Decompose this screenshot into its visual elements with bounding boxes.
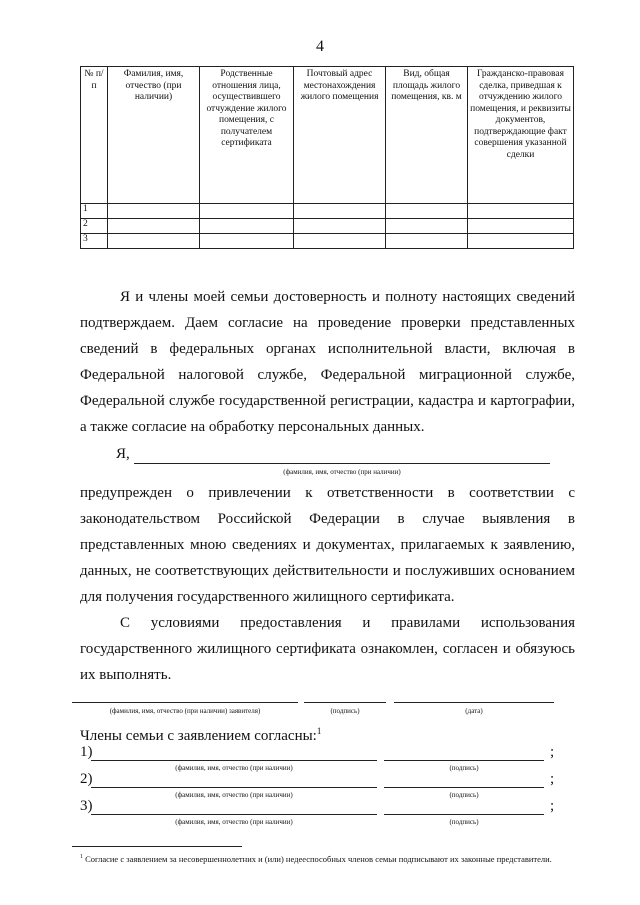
footnote-text: Согласие с заявлением за несовершеннолетних и (или) недееспособных членов семьи подписывают их законные представители. xyxy=(85,853,552,864)
family-member-1-number: 1) xyxy=(80,744,93,760)
table-cell xyxy=(386,219,468,234)
family-member-3-number: 3) xyxy=(80,798,93,814)
footnote-separator xyxy=(72,846,242,847)
family-member-1-fio-line[interactable] xyxy=(91,760,377,761)
col-header-address: Почтовый адрес местонахождения жилого помещения xyxy=(294,67,386,204)
table-row xyxy=(81,219,574,234)
table-cell xyxy=(386,234,468,249)
page-number: 4 xyxy=(316,38,324,55)
table-cell xyxy=(200,204,294,219)
applicant-date-caption: (дата) xyxy=(465,707,483,715)
table-cell xyxy=(386,204,468,219)
table-cell: 3 xyxy=(81,234,108,249)
applicant-signature-caption: (подпись) xyxy=(330,707,360,715)
applicant-fio-line[interactable] xyxy=(134,463,550,464)
applicant-fio-caption: (фамилия, имя, отчество (при наличии) xyxy=(283,468,401,476)
warned-text: предупрежден о привлечении к ответственности в соответствии с законодательством Российской Федерации в случае выявления в представленных мною сведениях и документах, прилагаемых к заявлению, данных, не соответствующих действительности и послуживших основанием для получения государственного жилищного сертификата. xyxy=(80,485,575,605)
table-cell xyxy=(200,234,294,249)
col-header-area: Вид, общая площадь жилого помещения, кв. м xyxy=(386,67,468,204)
col-header-relation: Родственные отношения лица, осуществившего отчуждение жилого помещения, с получателем сертификата xyxy=(200,67,294,204)
family-member-2-number: 2) xyxy=(80,771,93,787)
table-cell xyxy=(108,234,200,249)
table-cell xyxy=(468,204,574,219)
confirmation-paragraph xyxy=(80,284,575,440)
applicant-date-line[interactable] xyxy=(394,702,554,703)
footnote-number: 1 xyxy=(80,854,83,860)
family-member-1-end: ; xyxy=(550,744,555,760)
agreement-text: С условиями предоставления и правилами использования государственного жилищного сертификата ознакомлен, согласен и обязуюсь их выполнять. xyxy=(80,615,575,683)
family-member-1-fio-caption: (фамилия, имя, отчество (при наличии) xyxy=(175,764,293,772)
table-row xyxy=(81,234,574,249)
alienation-table xyxy=(80,66,574,249)
family-heading xyxy=(80,726,321,745)
col-header-number: № п/п xyxy=(81,67,108,204)
applicant-signature-line[interactable] xyxy=(304,702,386,703)
col-header-fio: Фамилия, имя, отчество (при наличии) xyxy=(108,67,200,204)
footnote-ref: 1 xyxy=(316,726,322,736)
table-cell xyxy=(200,219,294,234)
confirmation-text: Я и члены моей семьи достоверность и полноту настоящих сведений подтверждаем. Даем согласие на проведение проверки представленных сведений в федеральных органах исполнительной власти, включая в Федеральной налоговой службе, Федеральной миграционной службе, Федеральной службе государственной регистрации, кадастра и картографии, а также согласие на обработку персональных данных. xyxy=(80,289,575,435)
table-cell: 1 xyxy=(81,204,108,219)
agreement-paragraph xyxy=(80,610,575,688)
family-member-3-signature-caption: (подпись) xyxy=(449,818,479,826)
family-heading-text: Члены семьи с заявлением согласны: xyxy=(80,728,317,744)
col-header-deal: Гражданско-правовая сделка, приведшая к отчуждению жилого помещения, и реквизиты документов, подтверждающие факт совершения указанной сделки xyxy=(468,67,574,204)
footnote xyxy=(80,852,575,865)
family-member-1-signature-line[interactable] xyxy=(384,760,544,761)
family-member-3-signature-line[interactable] xyxy=(384,814,544,815)
table-header-row xyxy=(81,67,574,204)
applicant-name-caption: (фамилия, имя, отчество (при наличии) заявителя) xyxy=(109,707,261,715)
table-cell xyxy=(468,234,574,249)
table-cell xyxy=(294,204,386,219)
table-cell xyxy=(108,219,200,234)
family-member-2-fio-caption: (фамилия, имя, отчество (при наличии) xyxy=(175,791,293,799)
family-member-2-signature-line[interactable] xyxy=(384,787,544,788)
family-member-2-end: ; xyxy=(550,771,555,787)
warned-paragraph xyxy=(80,480,575,610)
table-cell: 2 xyxy=(81,219,108,234)
table-cell xyxy=(294,219,386,234)
table-cell xyxy=(468,219,574,234)
family-member-2-fio-line[interactable] xyxy=(91,787,377,788)
family-member-3-fio-line[interactable] xyxy=(91,814,377,815)
family-member-2-signature-caption: (подпись) xyxy=(449,791,479,799)
table-row xyxy=(81,204,574,219)
table-cell xyxy=(294,234,386,249)
family-member-3-end: ; xyxy=(550,798,555,814)
family-member-3-fio-caption: (фамилия, имя, отчество (при наличии) xyxy=(175,818,293,826)
family-member-1-signature-caption: (подпись) xyxy=(449,764,479,772)
ya-label: Я, xyxy=(116,446,130,462)
applicant-name-line[interactable] xyxy=(72,702,298,703)
table-cell xyxy=(108,204,200,219)
